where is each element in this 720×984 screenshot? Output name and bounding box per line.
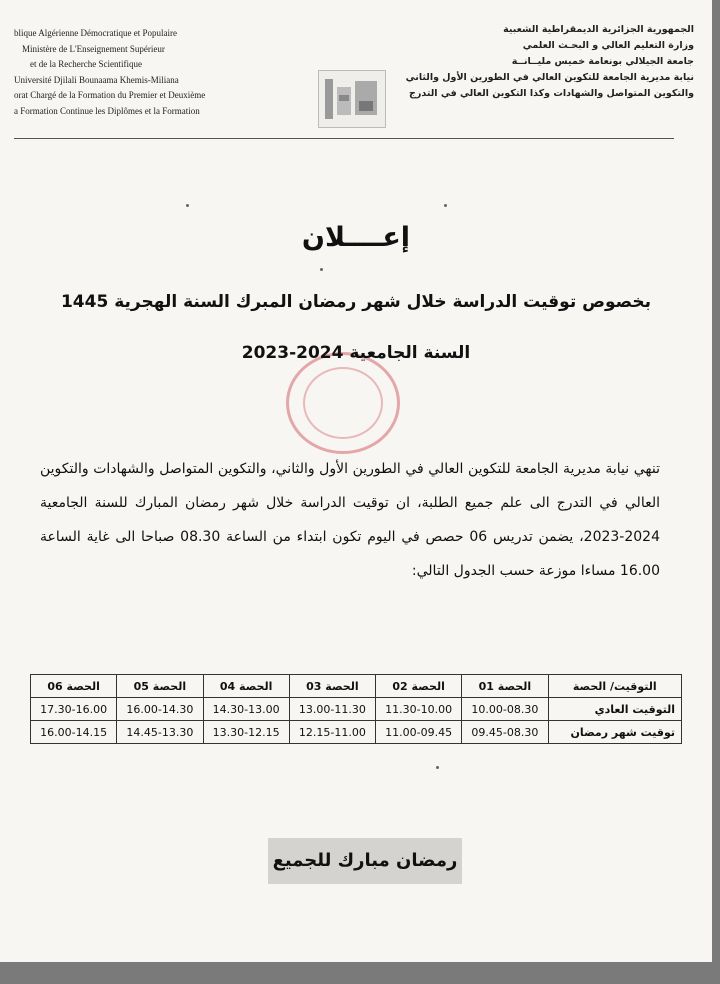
arabic-header-line: نيابة مديرية الجامعة للتكوين العالي في الطورين الأول والثاني (405, 72, 694, 83)
table-cell: 13.30-12.15 (203, 721, 289, 744)
announcement-title: إعــــلان (301, 222, 411, 253)
table-row (31, 698, 682, 721)
french-header-line: et de la Recherche Scientifique (30, 59, 142, 69)
table-cell: 17.30-16.00 (31, 698, 117, 721)
scan-speck (186, 204, 189, 207)
header-cell: الحصة 03 (289, 675, 375, 698)
header-divider (14, 138, 674, 139)
official-stamp (286, 352, 400, 454)
scan-speck (436, 766, 439, 769)
table-cell: 09.45-08.30 (462, 721, 548, 744)
french-header-line: blique Algérienne Démocratique et Populaire (14, 28, 177, 38)
arabic-header-line: وزارة التعليم العالي و البحـث العلمي (522, 40, 694, 51)
table-cell: 14.30-13.00 (203, 698, 289, 721)
header-cell: الحصة 01 (462, 675, 548, 698)
table-row (31, 721, 682, 744)
table-cell: 12.15-11.00 (289, 721, 375, 744)
table-cell: 16.00-14.30 (117, 698, 203, 721)
schedule-table (30, 674, 682, 744)
french-header-line: Université Djilali Bounaama Khemis-Miliana (14, 74, 179, 85)
table-header-row (31, 675, 682, 698)
scan-speck (444, 204, 447, 207)
french-header-line: a Formation Continue les Diplômes et la Formation (14, 105, 200, 116)
announcement-body: تنهي نيابة مديرية الجامعة للتكوين العالي في الطورين الأول والثاني، والتكوين المتواصل والشهادات والتكوين العالي في التدرج الى علم جميع الطلبة، ان توقيت الدراسة خلال شهر رمضان المبارك للسنة الجامعية 2024-2023، يضمن تدريس 06 حصص في اليوم تكون ابتداء من الساعة 08.30 صباحا الى غاية الساعة 16.00 مساءا موزعة حسب الجدول التالي: (40, 461, 660, 579)
academic-year: السنة الجامعية 2024-2023 (241, 343, 471, 363)
header-cell: الحصة 04 (203, 675, 289, 698)
row-label: التوقيت العادي (548, 698, 681, 721)
french-header-line: Ministère de L'Enseignement Supérieur (22, 43, 165, 54)
table-cell: 16.00-14.15 (31, 721, 117, 744)
header-cell: الحصة 05 (117, 675, 203, 698)
row-label: توقيت شهر رمضان (548, 721, 681, 744)
header-cell: التوقيت/ الحصة (548, 675, 681, 698)
announcement-subject: بخصوص توقيت الدراسة خلال شهر رمضان المبرك السنة الهجرية 1445 (60, 292, 652, 312)
french-header-line: orat Chargé de la Formation du Premier et Deuxième (14, 90, 206, 100)
french-header (14, 26, 264, 119)
table-cell: 11.00-09.45 (376, 721, 462, 744)
closing-greeting: رمضان مبارك للجميع (268, 838, 462, 884)
table-cell: 11.30-10.00 (376, 698, 462, 721)
header-cell: الحصة 06 (31, 675, 117, 698)
arabic-header-line: الجمهورية الجزائرية الديمقراطية الشعبية (503, 24, 694, 35)
arabic-header (374, 22, 694, 102)
arabic-header-line: والتكوين المتواصل والشهادات وكذا التكوين العالي في التدرج (409, 88, 694, 99)
table-cell: 14.45-13.30 (117, 721, 203, 744)
arabic-header-line: جامعة الجيلالي بونعامة خميس مليــانــة (511, 56, 694, 67)
scan-speck (320, 268, 323, 271)
table-cell: 13.00-11.30 (289, 698, 375, 721)
header-cell: الحصة 02 (376, 675, 462, 698)
table-cell: 10.00-08.30 (462, 698, 548, 721)
